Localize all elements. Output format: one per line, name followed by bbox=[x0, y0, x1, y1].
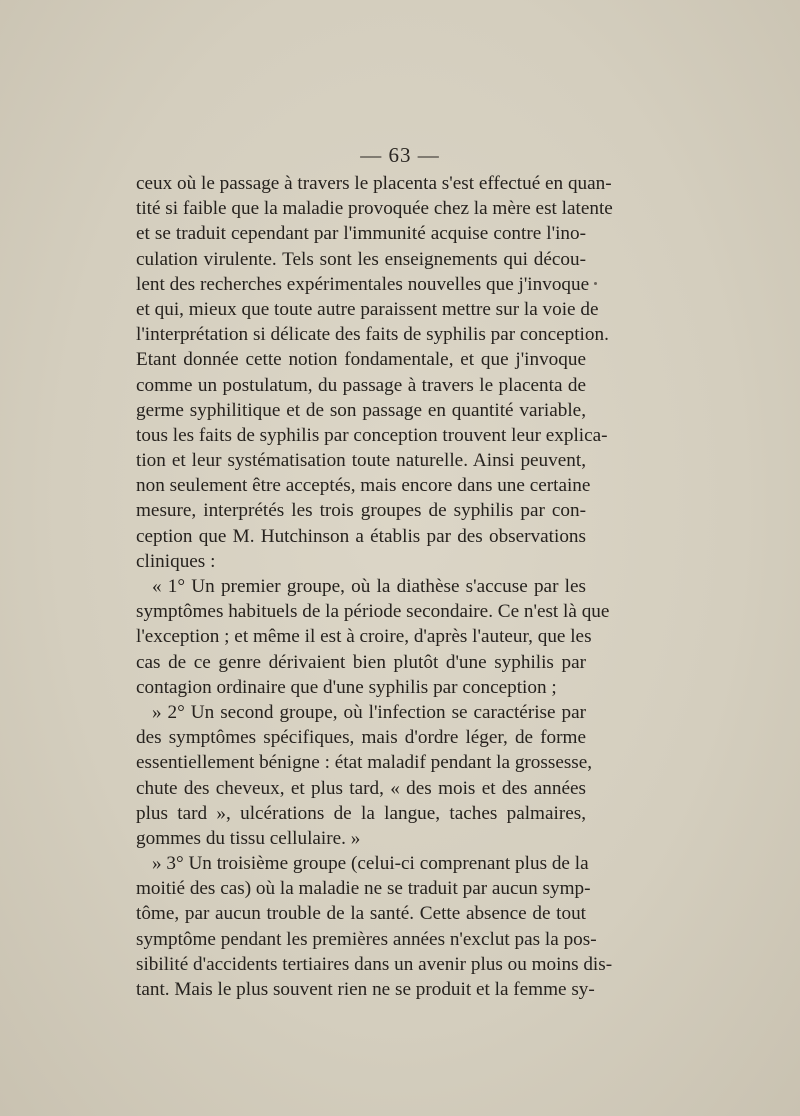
paper-speck bbox=[594, 282, 597, 285]
text-line: » 3° Un troisième groupe (celui-ci comprenant plus de la bbox=[152, 853, 589, 875]
text-line: tous les faits de syphilis par conception trouvent leur explica- bbox=[136, 424, 608, 446]
text-line: l'interprétation si délicate des faits de syphilis par conception. bbox=[136, 324, 609, 346]
page-number: — 63 — bbox=[360, 143, 440, 167]
text-line: essentiellement bénigne : état maladif pendant la grossesse, bbox=[136, 752, 593, 774]
text-line: contagion ordinaire que d'une syphilis par conception ; bbox=[136, 676, 557, 698]
text-line: tant. Mais le plus souvent rien ne se produit et la femme sy- bbox=[136, 979, 595, 1000]
text-line: et se traduit cependant par l'immunité acquise contre l'ino- bbox=[136, 223, 586, 245]
text-line: l'exception ; et même il est à croire, d'après l'auteur, que les bbox=[136, 626, 592, 648]
text-line: symptôme pendant les premières années n'exclut pas la pos- bbox=[136, 928, 597, 950]
text-line: germe syphilitique et de son passage en quantité variable, bbox=[136, 399, 586, 421]
text-line: cas de ce genre dérivaient bien plutôt d'une syphilis par bbox=[136, 651, 586, 673]
text-line: culation virulente. Tels sont les enseignements qui décou- bbox=[136, 248, 586, 270]
text-line: chute des cheveux, et plus tard, « des mois et des années bbox=[136, 777, 586, 799]
text-line: et qui, mieux que toute autre paraissent mettre sur la voie de bbox=[136, 298, 599, 320]
text-line: lent des recherches expérimentales nouvelles que j'invoque bbox=[136, 273, 590, 295]
text-line: » 2° Un second groupe, où l'infection se caractérise par bbox=[152, 701, 586, 723]
text-line: Etant donnée cette notion fondamentale, et que j'invoque bbox=[136, 349, 586, 371]
text-line: sibilité d'accidents tertiaires dans un avenir plus ou moins dis- bbox=[136, 953, 613, 975]
text-line: tôme, par aucun trouble de la santé. Cette absence de tout bbox=[136, 903, 586, 925]
text-line: ception que M. Hutchinson a établis par des observations bbox=[136, 525, 586, 547]
text-line: tité si faible que la maladie provoquée chez la mère est latente bbox=[136, 198, 613, 220]
text-line: tion et leur systématisation toute naturelle. Ainsi peuvent, bbox=[136, 450, 586, 472]
body-text bbox=[136, 171, 613, 1002]
text-line: comme un postulatum, du passage à travers le placenta de bbox=[136, 374, 586, 396]
text-line: des symptômes spécifiques, mais d'ordre léger, de forme bbox=[136, 727, 586, 749]
text-line: plus tard », ulcérations de la langue, taches palmaires, bbox=[136, 802, 586, 824]
text-line: « 1° Un premier groupe, où la diathèse s'accuse par les bbox=[152, 576, 586, 597]
text-line: ceux où le passage à travers le placenta s'est effectué en quan- bbox=[136, 173, 612, 194]
text-line: gommes du tissu cellulaire. » bbox=[136, 827, 361, 849]
text-line: symptômes habituels de la période secondaire. Ce n'est là que bbox=[136, 601, 610, 623]
text-line: mesure, interprétés les trois groupes de syphilis par con- bbox=[136, 500, 586, 522]
text-line: moitié des cas) où la maladie ne se traduit par aucun symp- bbox=[136, 878, 591, 900]
text-line: cliniques : bbox=[136, 550, 216, 572]
text-line: non seulement être acceptés, mais encore dans une certaine bbox=[136, 475, 591, 497]
